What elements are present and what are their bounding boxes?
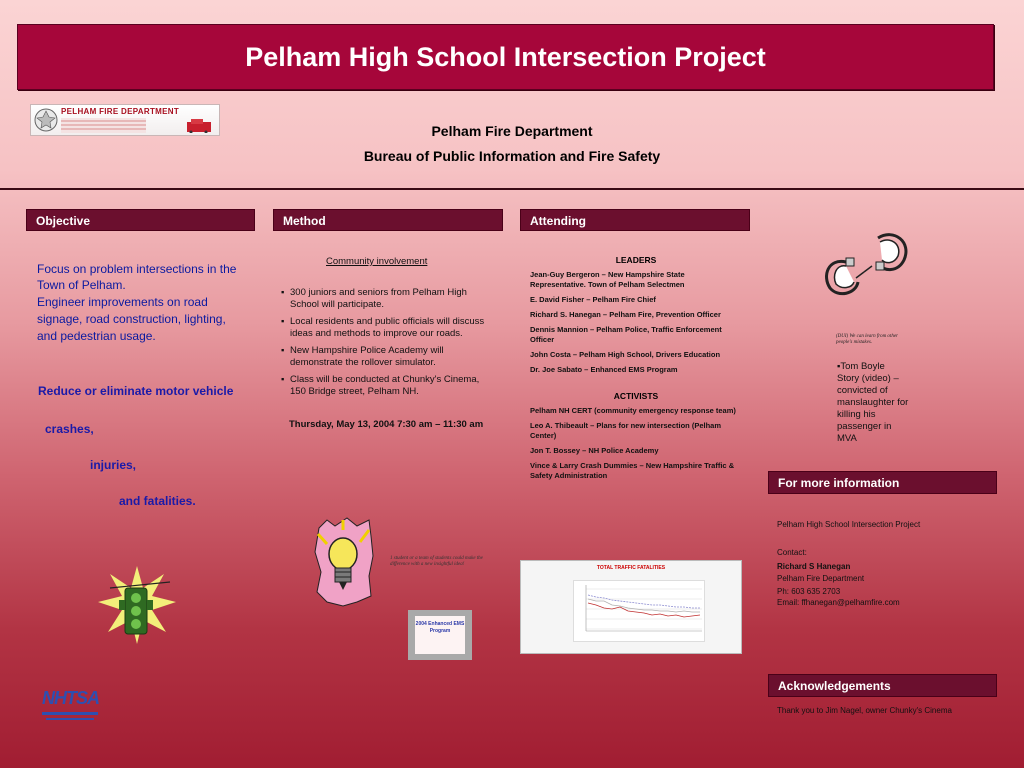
bureau-name: Bureau of Public Information and Fire Safety <box>363 148 661 164</box>
activist-item: Vince & Larry Crash Dummies – New Hampshire Traffic & Safety Administration <box>530 461 735 480</box>
contact-org: Pelham Fire Department <box>777 574 865 583</box>
nhtsa-logo <box>40 688 116 728</box>
dui-caption: (DUI) We can learn from other people's mistakes. <box>836 334 898 345</box>
more-info-project: Pelham High School Intersection Project <box>777 520 921 529</box>
leaders-title: LEADERS <box>615 255 657 265</box>
leader-item: John Costa – Pelham High School, Drivers Education <box>530 350 721 359</box>
dui-story: ▪Tom Boyle Story (video) – convicted of manslaughter for killing his passenger in MVA <box>837 361 909 444</box>
objective-heading: Objective <box>26 209 255 231</box>
chart-title: TOTAL TRAFFIC FATALITIES <box>596 565 666 571</box>
acknowledgements-heading: Acknowledgements <box>768 674 997 697</box>
title-banner <box>17 24 994 90</box>
more-info-heading: For more information <box>768 471 997 494</box>
objective-goal: Reduce or eliminate motor vehicle <box>38 384 234 398</box>
attending-panel <box>530 255 742 486</box>
method-subheading: Community involvement <box>326 256 428 267</box>
leader-item: Dr. Joe Sabato – Enhanced EMS Program <box>530 365 678 374</box>
objective-line-1: Focus on problem intersections in the Town of Pelham. <box>37 262 237 292</box>
objective-crashes: crashes, <box>45 422 94 436</box>
activist-item: Leo A. Thibeault – Plans for new intersection (Pelham Center) <box>530 421 722 440</box>
logo-text: PELHAM FIRE DEPARTMENT <box>61 107 180 116</box>
nhtsa-logo-text: NHTSA <box>42 688 99 708</box>
objective-fatalities: and fatalities. <box>119 494 196 508</box>
traffic-fatalities-chart <box>520 560 742 654</box>
activists-title: ACTIVISTS <box>613 391 659 401</box>
leader-item: E. David Fisher – Pelham Fire Chief <box>530 295 656 304</box>
method-item: ▪ New Hampshire Police Academy will demonstrate the rollover simulator. <box>281 345 495 369</box>
objective-injuries: injuries, <box>90 458 137 472</box>
leader-item: Richard S. Hanegan – Pelham Fire, Prevention Officer <box>530 310 721 319</box>
acknowledgements-text: Thank you to Jim Nagel, owner Chunky's Cinema <box>777 706 952 715</box>
leader-item: Jean-Guy Bergeron – New Hampshire State Representative. Town of Pelham Selectmen <box>530 270 685 289</box>
dui-story-text: Tom Boyle Story (video) – convicted of manslaughter for killing his passenger in MVA <box>837 361 909 444</box>
ems-program-box <box>408 610 472 660</box>
method-heading: Method <box>273 209 503 231</box>
light-bulb-icon <box>313 516 375 608</box>
contact-email: Email: ffhanegan@pelhamfire.com <box>777 598 900 607</box>
method-date: Thursday, May 13, 2004 7:30 am – 11:30 am <box>289 419 484 430</box>
method-item: ▪ 300 juniors and seniors from Pelham High School will participate. <box>281 287 495 311</box>
chart-lines-graphic <box>574 581 704 641</box>
attending-heading: Attending <box>520 209 750 231</box>
chart-plot-area <box>573 580 705 642</box>
page-title: Pelham High School Intersection Project <box>245 41 766 72</box>
activist-item: Jon T. Bossey – NH Police Academy <box>530 446 659 455</box>
method-item: ▪ Local residents and public officials will discuss ideas and methods to improve our roads. <box>281 316 495 340</box>
header-divider <box>0 188 1024 190</box>
contact-phone: Ph: 603 635 2703 <box>777 587 841 596</box>
traffic-light-icon <box>98 566 176 644</box>
objective-line-2: Engineer improvements on road signage, road construction, lighting, and pedestrian usage. <box>37 295 226 343</box>
method-list <box>281 287 495 403</box>
method-quote: 1 student or a team of students could make the difference with a new insightful idea! <box>390 556 483 567</box>
contact-label: Contact: <box>777 548 807 557</box>
activist-item: Pelham NH CERT (community emergency response team) <box>530 406 736 415</box>
department-name: Pelham Fire Department <box>431 123 593 139</box>
contact-name: Richard S Hanegan <box>777 562 851 571</box>
method-item: ▪ Class will be conducted at Chunky's Cinema, 150 Bridge street, Pelham NH. <box>281 374 495 398</box>
handcuffs-icon <box>818 228 910 300</box>
ems-program-label: 2004 Enhanced EMS Program <box>415 616 465 654</box>
leader-item: Dennis Mannion – Pelham Police, Traffic Enforcement Officer <box>530 325 722 344</box>
